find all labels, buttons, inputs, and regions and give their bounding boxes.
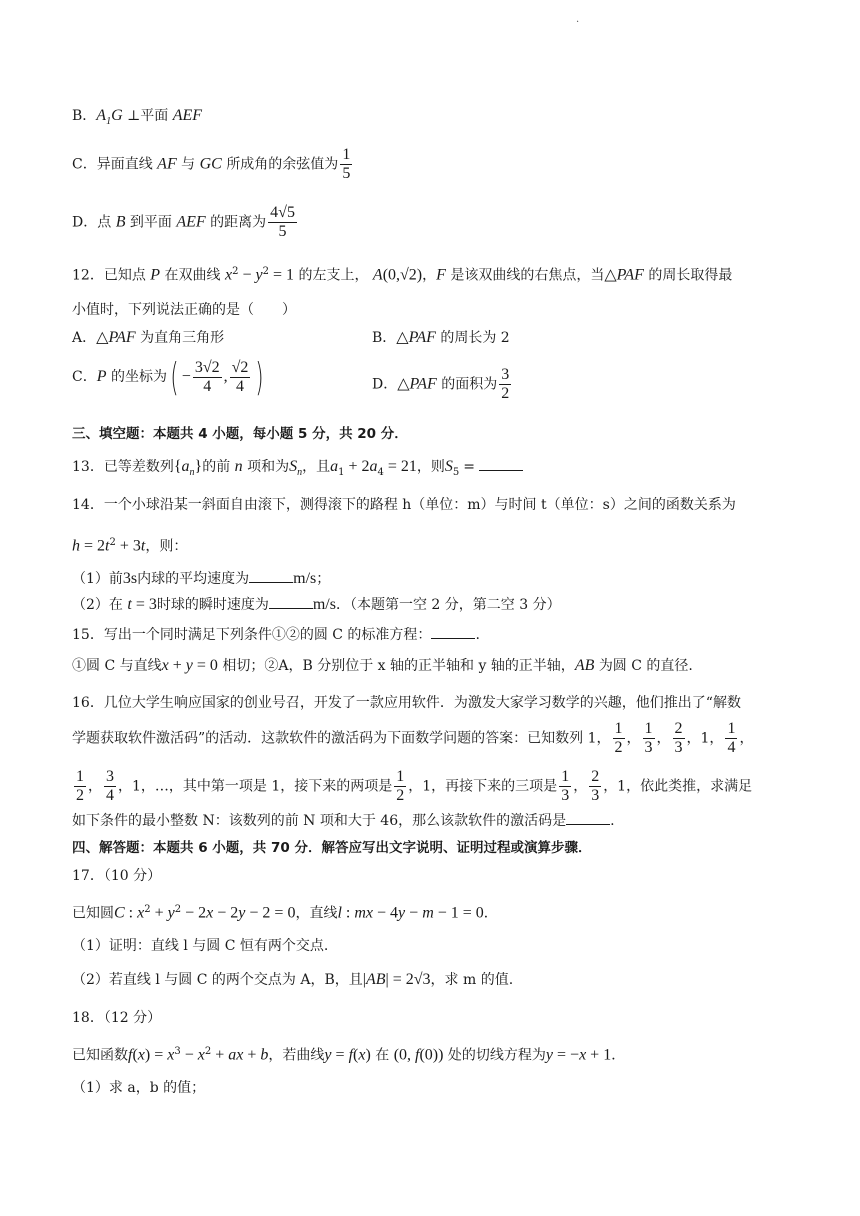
q14-sub1: （1）前3s内球的平均速度为 m/s； — [72, 570, 331, 587]
q17-given: 已知圆C : $x^2 + y^2 - 2x - 2y - 2 = 0$，直线l : mx − 4y − m − 1 = 0． — [72, 904, 498, 922]
q13-answer-blank[interactable] — [479, 456, 523, 471]
q17-part2: （2）若直线 l 与圆 C 的两个交点为 A，B，且|AB| = 2√3，求 m 的值. — [72, 971, 514, 988]
q14-blank-2[interactable] — [269, 594, 313, 609]
q15-stem-line1: 15．写出一个同时满足下列条件①②的圆 C 的标准方程： . — [72, 624, 480, 645]
q11-option-c: C．异面直线 AF 与 GC 所成角的余弦值为 $\frac{1}{5}$ — [72, 146, 351, 182]
q14-stem-line1: 14．一个小球沿某一斜面自由滚下，测得滚下的路程 h（单位：m）与时间 t（单位：s）之间的函数关系为 — [72, 497, 736, 513]
q12-stem-line2: 小值时，下列说法正确的是（ ） — [72, 302, 296, 318]
header-mark: . — [576, 14, 580, 25]
q15-stem-line2: ①圆 C 与直线x + y = 0 相切；②A，B 分别位于 x 轴的正半轴和 y 轴的正半轴，AB 为圆 C 的直径. — [72, 657, 693, 674]
q12-stem-line1: 12．已知点 P 在双曲线 $x^2 - y^2 = 1$ 的左支上， A(0,√2)，F 是该双曲线的右焦点，当△PAF 的周长取得最 — [72, 266, 733, 284]
q17-heading: 17．（10 分） — [72, 868, 162, 884]
q13: 13．已等差数列$\{a_n\}$的前 n 项和为$S_n$，且$a_1 + 2a_4 = 21$，则$S_5$ = — [72, 456, 523, 483]
q12-option-a: A．△PAF 为直角三角形 — [72, 329, 225, 346]
section-3-heading: 三、填空题：本题共 4 小题，每小题 5 分，共 20 分． — [72, 426, 408, 442]
q14-blank-1[interactable] — [249, 568, 293, 583]
q16-stem-line1: 16．几位大学生响应国家的创业号召，开发了一款应用软件．为激发大家学习数学的兴趣，他们推出了“解数 — [72, 695, 741, 711]
section-4-heading: 四、解答题：本题共 6 小题，共 70 分．解答应写出文字说明、证明过程或演算步骤． — [72, 840, 592, 856]
q16-stem-line2: 学题获取软件激活码”的活动．这款软件的激活码为下面数学问题的答案：已知数列 1， $\frac{1}{2}$ ， $\frac{1}{3}$ ， $\frac{2}{3}$ ，1， $\frac{1}{4}$ ， — [72, 720, 754, 756]
q16-answer-blank[interactable] — [566, 810, 610, 825]
q12-option-b: B．△PAF 的周长为 2 — [372, 329, 510, 346]
q18-part1: （1）求 a，b 的值； — [72, 1080, 206, 1096]
q12-option-d: D．△PAF 的面积为 $\frac{3}{2}$ — [372, 366, 510, 402]
q11-option-d: D．点 B 到平面 AEF 的距离为 $\frac{4√5}{5}$ — [72, 204, 295, 240]
q14-sub2: （2）在 t = 3时球的瞬时速度为 m/s．（本题第一空 2 分，第二空 3 分） — [72, 596, 561, 613]
q18-given: 已知函数$f(x) = x^3 - x^2$ + ax + b，若曲线y = f(x) 在 (0, f(0)) 处的切线方程为y = −x + 1． — [72, 1046, 626, 1064]
q14-stem-line2: $h = 2t^2 + 3t$，则： — [72, 537, 188, 555]
q15-answer-blank[interactable] — [431, 624, 475, 639]
q12-option-c: C．P 的坐标为( − $\frac{3√2}{4}$ , $\frac{√2}{4}$ ) — [72, 355, 264, 399]
q18-heading: 18．（12 分） — [72, 1010, 162, 1026]
q16-stem-line4: 如下条件的最小整数 N：该数列的前 N 项和大于 46，那么该款软件的激活码是 . — [72, 810, 615, 831]
q11-option-b: B．$A_1G$ ⊥平面 AEF — [72, 107, 203, 128]
q16-stem-line3: $\frac{1}{2}$ ， $\frac{3}{4}$ ，1，…，其中第一项是 1，接下来的两项是 $\frac{1}{2}$ ，1，再接下来的三项是 $\frac{1}{3}$ ， $\frac{2}{3}$ ，1，依此类推，求满足 — [76, 768, 753, 804]
q17-part1: （1）证明：直线 l 与圆 C 恒有两个交点. — [72, 938, 329, 954]
